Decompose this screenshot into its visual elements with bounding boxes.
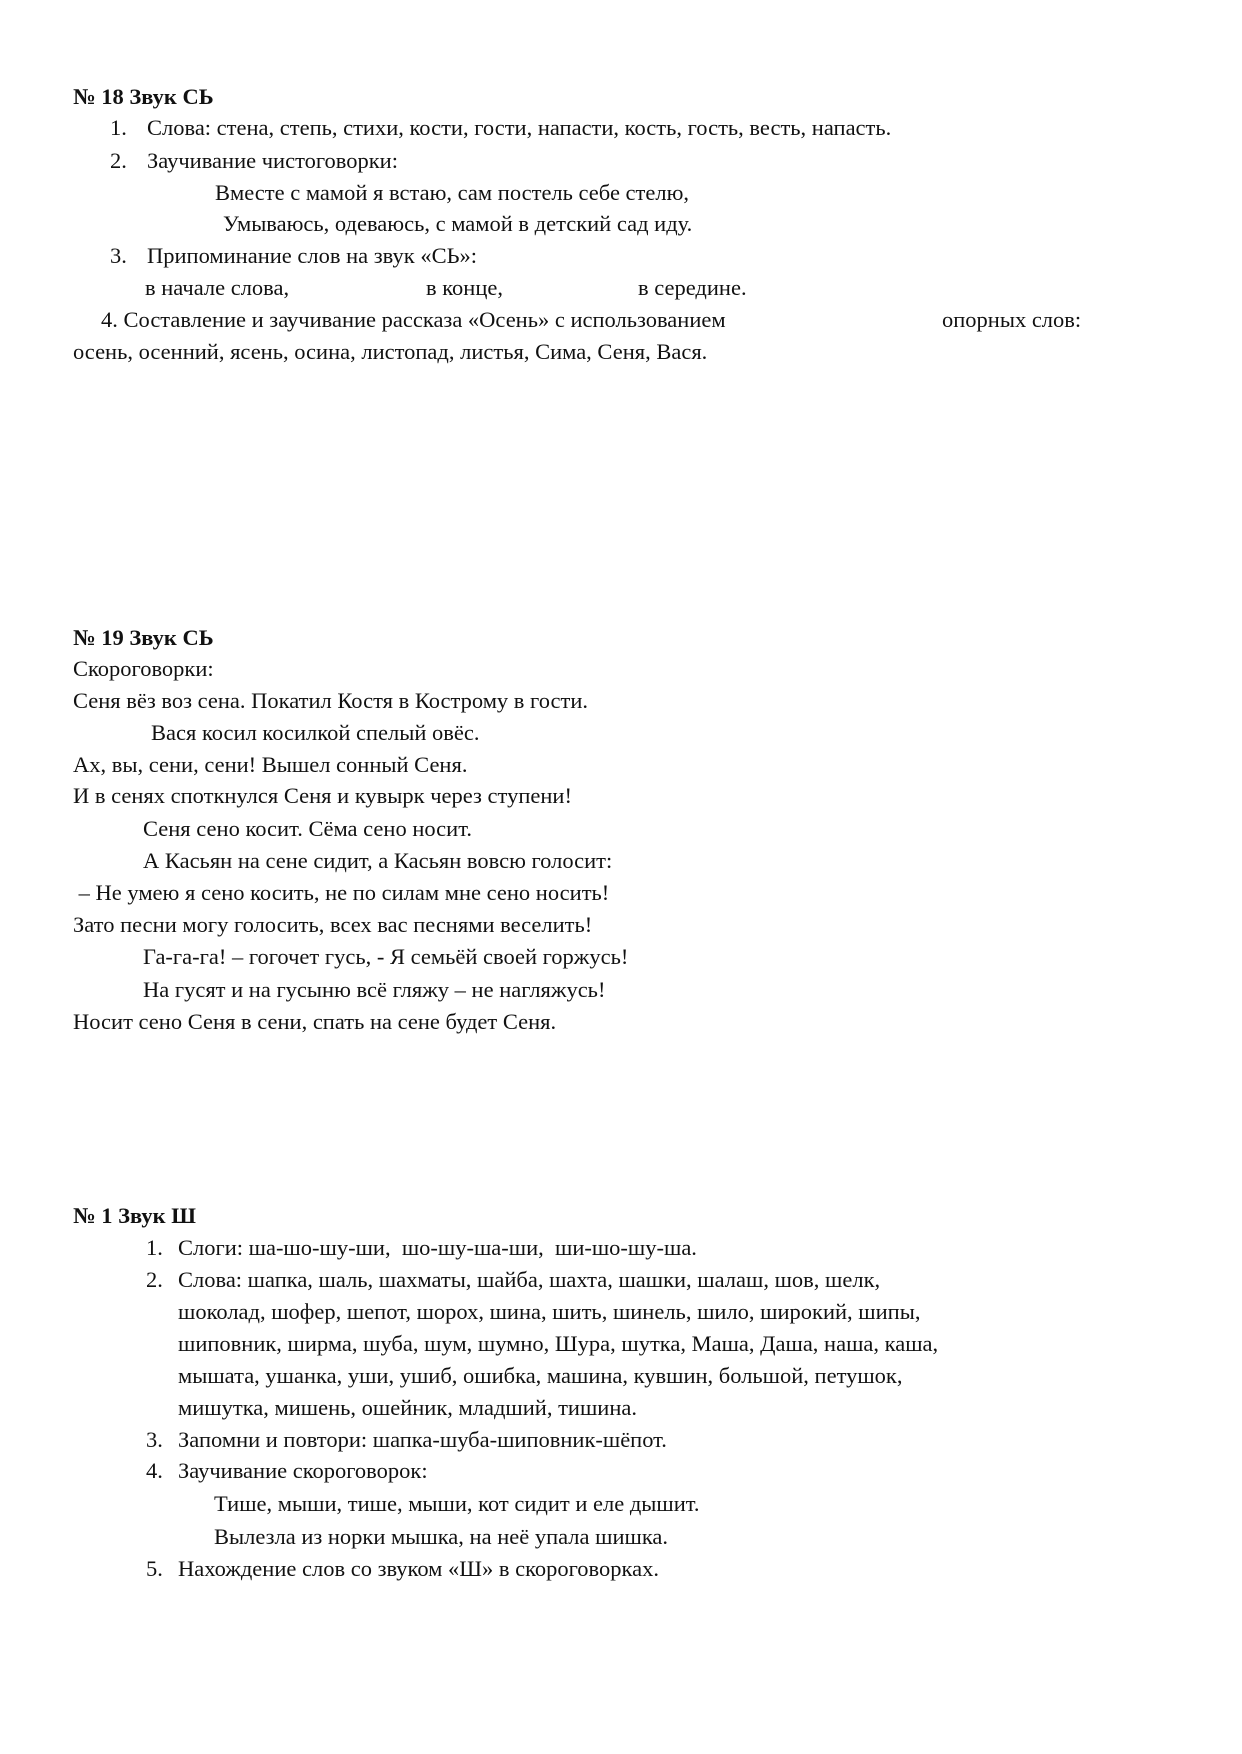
list-number: 5.	[146, 1556, 163, 1581]
text-line: На гусят и на гусыню всё гляжу – не нагляжусь!	[143, 977, 606, 1002]
text-line: И в сенях споткнулся Сеня и кувырк через ступени!	[73, 783, 572, 808]
position-label: в начале слова,	[145, 275, 290, 300]
list-item-continuation: шиповник, ширма, шуба, шум, шумно, Шура, шутка, Маша, Даша, наша, каша,	[178, 1331, 939, 1356]
text-line: Ах, вы, сени, сени! Вышел сонный Сеня.	[73, 752, 468, 777]
list-item: Заучивание чистоговорки:	[147, 148, 398, 173]
poem-line: Вылезла из норки мышка, на неё упала шишка.	[214, 1524, 669, 1549]
list-item: Заучивание скороговорок:	[178, 1458, 428, 1483]
list-number: 1.	[146, 1235, 163, 1260]
poem-line: Вместе с мамой я встаю, сам постель себе стелю,	[215, 180, 690, 205]
list-number: 4.	[146, 1458, 163, 1483]
text-line: Вася косил косилкой спелый овёс.	[151, 720, 480, 745]
poem-line: Тише, мыши, тише, мыши, кот сидит и еле дышит.	[214, 1491, 700, 1516]
list-item-continuation: шоколад, шофер, шепот, шорох, шина, шить, шинель, шило, широкий, шипы,	[178, 1299, 921, 1324]
list-number: 1.	[110, 115, 127, 140]
list-number: 2.	[146, 1267, 163, 1292]
list-item: Слова: стена, степь, стихи, кости, гости, напасти, кость, гость, весть, напасть.	[147, 115, 892, 140]
text-line: Скороговорки:	[73, 656, 214, 681]
list-item-continuation: мышата, ушанка, уши, ушиб, ошибка, машина, кувшин, большой, петушок,	[178, 1363, 903, 1388]
text-line: Зато песни могу голосить, всех вас песнями веселить!	[73, 912, 593, 937]
text-line: – Не умею я сено косить, не по силам мне сено носить!	[73, 880, 610, 905]
list-number: 2.	[110, 148, 127, 173]
list-item: Нахождение слов со звуком «Ш» в скороговорках.	[178, 1556, 659, 1581]
list-item: Запомни и повтори: шапка-шуба-шиповник-шёпот.	[178, 1427, 667, 1452]
list-number: 3.	[146, 1427, 163, 1452]
list-item-continuation: опорных слов:	[942, 307, 1082, 332]
text-line: Носит сено Сеня в сени, спать на сене будет Сеня.	[73, 1009, 557, 1034]
section-heading: № 19 Звук СЬ	[73, 625, 214, 650]
text-line: Га-га-га! – гогочет гусь, - Я семьёй своей горжусь!	[143, 944, 629, 969]
text-line: А Касьян на сене сидит, а Касьян вовсю голосит:	[143, 848, 613, 873]
poem-line: Умываюсь, одеваюсь, с мамой в детский сад иду.	[223, 211, 693, 236]
list-item-continuation: мишутка, мишень, ошейник, младший, тишина.	[178, 1395, 637, 1420]
text-line: Сеня сено косит. Сёма сено носит.	[143, 816, 472, 841]
text-line: Сеня вёз воз сена. Покатил Костя в Кострому в гости.	[73, 688, 589, 713]
list-number: 3.	[110, 243, 127, 268]
section-heading: № 18 Звук СЬ	[73, 84, 214, 109]
list-item: Слова: шапка, шаль, шахматы, шайба, шахта, шашки, шалаш, шов, шелк,	[178, 1267, 881, 1292]
list-item: Слоги: ша-шо-шу-ши, шо-шу-ша-ши, ши-шо-шу-ша.	[178, 1235, 697, 1260]
list-item: Припоминание слов на звук «СЬ»:	[147, 243, 477, 268]
list-item-continuation: осень, осенний, ясень, осина, листопад, листья, Сима, Сеня, Вася.	[73, 339, 708, 364]
position-label: в конце,	[426, 275, 503, 300]
position-label: в середине.	[638, 275, 747, 300]
list-item: 4. Составление и заучивание рассказа «Осень» с использованием	[101, 307, 726, 332]
section-heading: № 1 Звук Ш	[73, 1203, 196, 1228]
